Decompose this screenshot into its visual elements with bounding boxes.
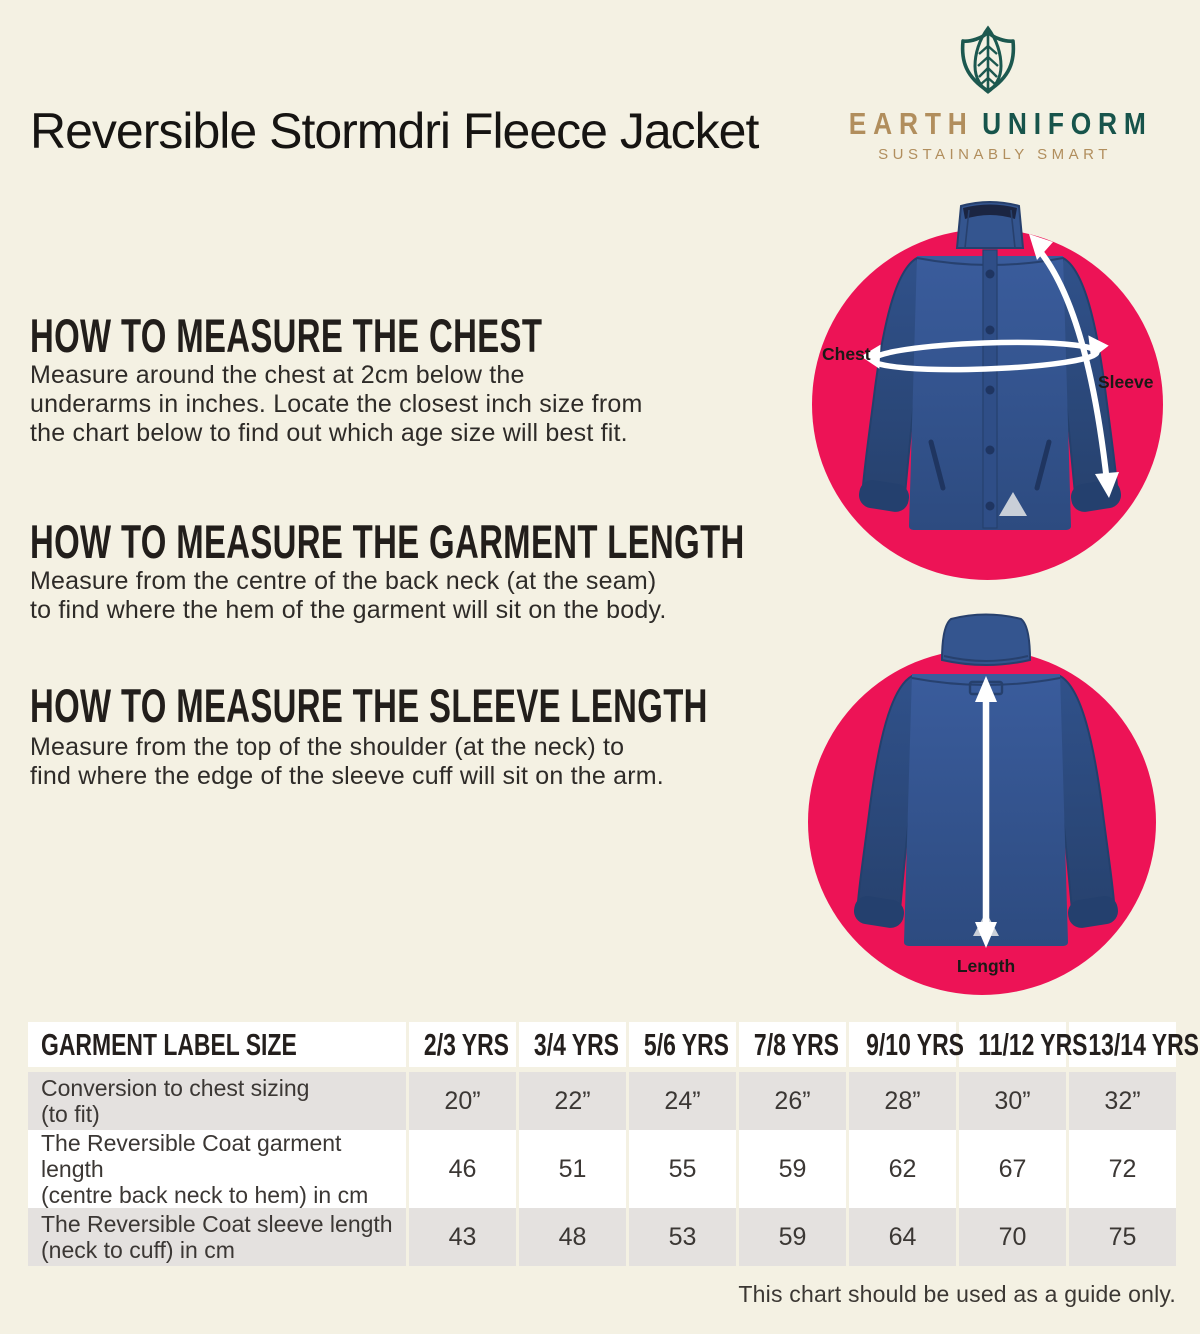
brand-name bbox=[822, 106, 1168, 142]
section-body-garment-length: Measure from the centre of the back neck (at the seam) to find where the hem of the garment will sit on the body. bbox=[30, 567, 667, 624]
jacket-front-image bbox=[845, 196, 1135, 538]
size-value: 43 bbox=[406, 1208, 516, 1266]
header-7-8-yrs: 7/8 YRS bbox=[736, 1022, 846, 1072]
section-heading-garment-length: HOW TO MEASURE THE GARMENT LENGTH bbox=[30, 515, 745, 568]
size-value: 67 bbox=[956, 1130, 1066, 1208]
size-value: 55 bbox=[626, 1130, 736, 1208]
size-value: 24” bbox=[626, 1072, 736, 1130]
header-11-12-yrs: 11/12 YRS bbox=[956, 1022, 1066, 1072]
size-value: 70 bbox=[956, 1208, 1066, 1266]
brand-word-uniform: UNIFORM bbox=[982, 106, 1153, 141]
size-value: 20” bbox=[406, 1072, 516, 1130]
size-value: 64 bbox=[846, 1208, 956, 1266]
footer-note: This chart should be used as a guide only. bbox=[738, 1281, 1176, 1307]
size-value: 26” bbox=[736, 1072, 846, 1130]
table-row-chest-sizing bbox=[28, 1072, 1176, 1130]
size-value: 48 bbox=[516, 1208, 626, 1266]
size-value: 62 bbox=[846, 1130, 956, 1208]
leaf-shield-icon bbox=[956, 25, 1020, 99]
row-label: The Reversible Coat garment length (centre back neck to hem) in cm bbox=[28, 1130, 406, 1208]
size-value: 72 bbox=[1066, 1130, 1176, 1208]
size-value: 51 bbox=[516, 1130, 626, 1208]
chest-label: Chest bbox=[822, 344, 871, 364]
size-value: 30” bbox=[956, 1072, 1066, 1130]
brand-tagline: SUSTAINABLY SMART bbox=[878, 146, 1112, 163]
jacket-back-image bbox=[838, 610, 1134, 955]
size-value: 32” bbox=[1066, 1072, 1176, 1130]
section-body-sleeve-length: Measure from the top of the shoulder (at the neck) to find where the edge of the sleeve cuff will sit on the arm. bbox=[30, 733, 664, 790]
header-5-6-yrs: 5/6 YRS bbox=[626, 1022, 736, 1072]
header-garment-label-size: GARMENT LABEL SIZE bbox=[28, 1022, 406, 1072]
header-2-3-yrs: 2/3 YRS bbox=[406, 1022, 516, 1072]
table-header-row bbox=[28, 1022, 1176, 1072]
section-heading-chest: HOW TO MEASURE THE CHEST bbox=[30, 309, 543, 362]
table-row-garment-length bbox=[28, 1130, 1176, 1208]
size-value: 53 bbox=[626, 1208, 736, 1266]
header-3-4-yrs: 3/4 YRS bbox=[516, 1022, 626, 1072]
size-table bbox=[28, 1022, 1199, 1266]
sleeve-label: Sleeve bbox=[1098, 372, 1154, 392]
row-label: Conversion to chest sizing (to fit) bbox=[28, 1072, 406, 1130]
size-value: 28” bbox=[846, 1072, 956, 1130]
size-value: 75 bbox=[1066, 1208, 1176, 1266]
size-value: 59 bbox=[736, 1208, 846, 1266]
table-row-sleeve-length bbox=[28, 1208, 1176, 1266]
size-value: 46 bbox=[406, 1130, 516, 1208]
brand-word-earth: EARTH bbox=[848, 106, 974, 141]
size-value: 22” bbox=[516, 1072, 626, 1130]
section-body-chest: Measure around the chest at 2cm below the underarms in inches. Locate the closest inch size from the chart below to find out which age size will best fit. bbox=[30, 361, 643, 447]
section-heading-sleeve-length: HOW TO MEASURE THE SLEEVE LENGTH bbox=[30, 679, 708, 732]
page-title: Reversible Stormdri Fleece Jacket bbox=[30, 103, 759, 159]
header-13-14-yrs: 13/14 YRS bbox=[1066, 1022, 1176, 1072]
header-9-10-yrs: 9/10 YRS bbox=[846, 1022, 956, 1072]
size-value: 59 bbox=[736, 1130, 846, 1208]
length-label: Length bbox=[956, 956, 1016, 976]
row-label: The Reversible Coat sleeve length (neck to cuff) in cm bbox=[28, 1208, 406, 1266]
